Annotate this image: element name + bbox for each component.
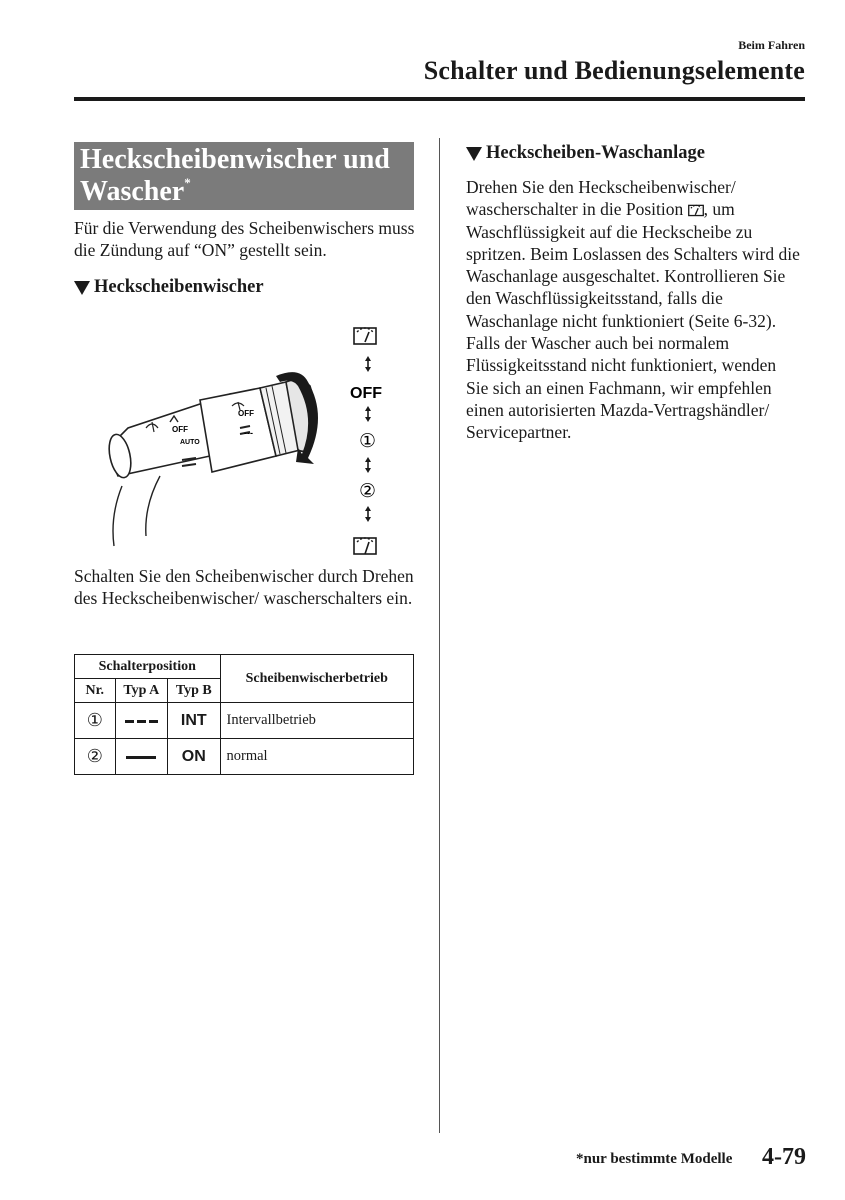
- washer-subheading-text: Heckscheiben-Waschanlage: [486, 143, 705, 163]
- knob-label-off-left: OFF: [172, 425, 188, 434]
- main-heading-line2-text: Wascher: [80, 176, 185, 207]
- row-nr: ①: [75, 703, 116, 739]
- section-label: Beim Fahren: [738, 38, 805, 52]
- table-header-group: Schalterposition: [75, 655, 221, 679]
- triangle-bullet-icon: [466, 147, 482, 161]
- page-header-title: Schalter und Bedienungselemente: [423, 56, 805, 85]
- rear-washer-icon: [354, 328, 376, 344]
- intro-text: Für die Verwendung des Scheibenwischers muss die Zündung auf “ON” gestellt sein.: [74, 218, 415, 261]
- table-header-type-b: Typ B: [168, 679, 220, 703]
- footnote-mark: *: [184, 175, 191, 190]
- footnote: *nur bestimmte Modelle: [576, 1151, 733, 1167]
- knob-label-dashes: ---: [244, 428, 253, 438]
- main-heading: [74, 142, 414, 210]
- arrow-updown-icon: [365, 506, 371, 522]
- page-number: 4-79: [762, 1144, 806, 1170]
- column-divider: [439, 138, 440, 1133]
- main-heading-line2: [80, 176, 408, 208]
- wiper-instruction-text: Schalten Sie den Scheibenwischer durch Drehen des Heckscheibenwischer/ wascherschalters ein.: [74, 566, 414, 609]
- wiper-lever-figure: [100, 316, 420, 566]
- washer-text-part2: , um Waschflüssigkeit auf die Heckscheibe zu spritzen. Beim Loslassen des Schalters wird die Waschanlage ausgeschaltet. Kontrollieren Sie den Waschflüssigkeitsstand, falls die Waschanlage nicht funktioniert (Seite 6-32). Falls der Wascher auch bei normalem Flüssigkeitsstand nicht funktioniert, wenden Sie sich an einen Fachmann, wir empfehlen einen autorisierten Mazda-Vertragshändler/ Servicepartner.: [466, 199, 800, 443]
- rear-wiper-icon: [354, 538, 376, 554]
- triangle-bullet-icon: [74, 281, 90, 295]
- table-header-type-a: Typ A: [115, 679, 168, 703]
- position-2-label: ②: [359, 480, 377, 502]
- switch-position-table: [74, 654, 414, 775]
- row-type-a-dashed-line: [115, 703, 168, 739]
- arrow-updown-icon: [365, 356, 371, 372]
- row-type-a-solid-line: [115, 739, 168, 775]
- table-row: [75, 703, 414, 739]
- washer-subheading: [466, 143, 705, 164]
- washer-text-part1: Drehen Sie den Heckscheibenwischer/ wascherschalter in die Position: [466, 177, 736, 220]
- header-rule: [74, 97, 805, 101]
- rear-washer-icon: [688, 201, 704, 217]
- row-type-b: INT: [168, 703, 220, 739]
- row-operation: Intervallbetrieb: [220, 703, 413, 739]
- row-type-b: ON: [168, 739, 220, 775]
- table-header-nr: Nr.: [75, 679, 116, 703]
- position-off-label: OFF: [350, 385, 382, 402]
- position-1-label: ①: [359, 430, 377, 452]
- knob-label-off-right: OFF: [238, 409, 254, 418]
- table-header-operation: Scheibenwischerbetrieb: [220, 655, 413, 703]
- row-nr: ②: [75, 739, 116, 775]
- arrow-updown-icon: [365, 457, 371, 473]
- wiper-subheading: [74, 277, 264, 298]
- knob-label-auto: AUTO: [180, 439, 200, 446]
- main-heading-line1: Heckscheibenwischer und: [80, 144, 390, 175]
- wiper-subheading-text: Heckscheibenwischer: [94, 277, 264, 297]
- table-row: [75, 739, 414, 775]
- washer-text: [466, 176, 801, 444]
- row-operation: normal: [220, 739, 413, 775]
- arrow-updown-icon: [365, 406, 371, 422]
